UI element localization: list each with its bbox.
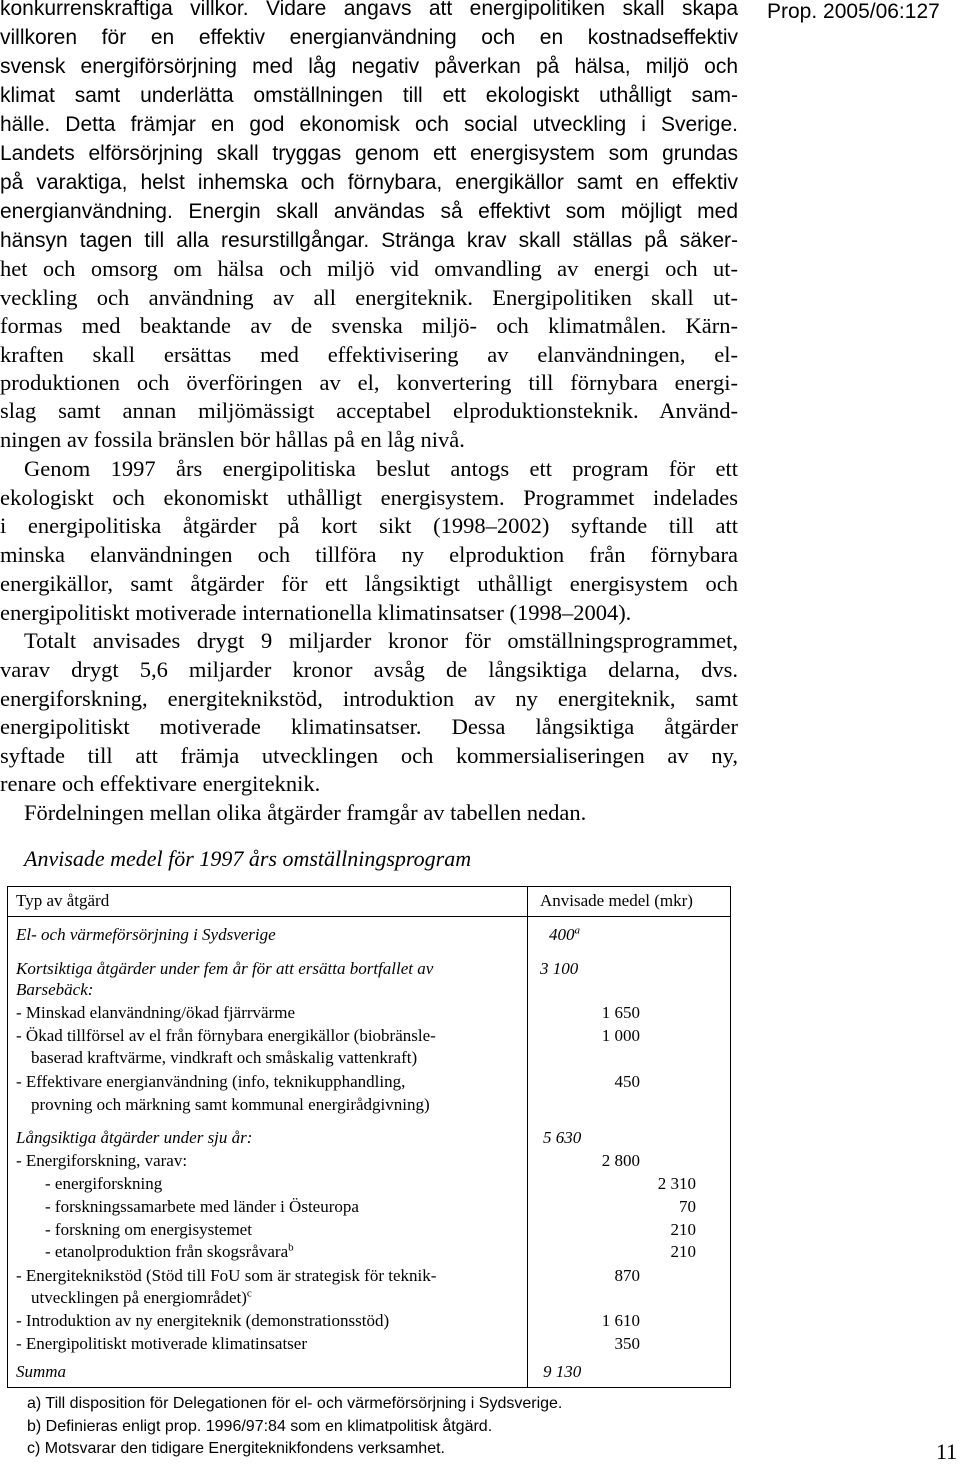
row-label: - Energipolitiskt motiverade klimatinsatser — [16, 1334, 307, 1353]
footnote: b) Definieras enligt prop. 1996/97:84 som en klimatpolitisk åtgärd. — [27, 1418, 493, 1435]
row-label: - etanolproduktion från skogsråvara$^b$ — [45, 1241, 294, 1261]
text-line: ekologiskt och ekonomiskt uthålligt energisystem. Programmet indelades — [0, 485, 738, 510]
header-amount: Anvisade medel (mkr) — [540, 891, 693, 910]
row-value: 1 610 — [601, 1311, 640, 1330]
proposition-number: Prop. 2005/06:127 — [767, 0, 940, 23]
allocation-table — [7, 886, 731, 1388]
row-label: - Effektivare energianvändning (info, teknikupphandling, — [16, 1072, 406, 1091]
row-value: 1 000 — [601, 1026, 640, 1045]
row-value: 870 — [614, 1266, 640, 1285]
row-label: utvecklingen på energiområdet)$^c$ — [31, 1287, 252, 1307]
row-label: - Minskad elanvändning/ökad fjärrvärme — [16, 1003, 295, 1022]
row-value: 1 650 — [601, 1003, 640, 1022]
text-line: svensk energiförsörjning med låg negativ påverkan på hälsa, miljö och — [0, 55, 738, 78]
text-line: konkurrenskraftiga villkor. Vidare angavs att energipolitiken skall skapa — [0, 0, 738, 20]
text-line: energipolitiskt motiverade klimatinsatser. Dessa långsiktiga åtgärder — [0, 714, 738, 739]
table-caption: Anvisade medel för 1997 års omställningsprogram — [24, 846, 472, 871]
row-label: provning och märkning samt kommunal energirådgivning) — [31, 1095, 430, 1114]
text-line: energianvändning. Energin skall användas så effektivt som möjligt med — [0, 200, 738, 223]
sum-value: 9 130 — [543, 1362, 582, 1381]
text-line: på varaktiga, helst inhemska och förnybara, energikällor samt en effektiv — [0, 171, 738, 194]
text-line: klimat samt underlätta omställningen till ett ekologiskt uthålligt sam- — [0, 84, 738, 107]
text-line: hälle. Detta främjar en god ekonomisk och social utveckling i Sverige. — [0, 113, 738, 136]
row-value: 2 310 — [657, 1174, 696, 1193]
row-value: 3 100 — [540, 959, 579, 978]
text-line: ningen av fossila bränslen bör hållas på en låg nivå. — [0, 427, 465, 452]
text-line: slag samt annan miljömässigt acceptabel elproduktionsteknik. Använd- — [0, 398, 738, 423]
header-divider — [8, 916, 730, 917]
row-value: 400$^a$ — [549, 924, 580, 944]
text-line: i energipolitiska åtgärder på kort sikt (1998–2002) syftande till att — [0, 513, 738, 538]
row-label: - Energiteknikstöd (Stöd till FoU som är strategisk för teknik- — [16, 1266, 437, 1285]
row-label: - forskning om energisystemet — [45, 1220, 252, 1239]
footnote: a) Till disposition för Delegationen för el- och värmeförsörjning i Sydsverige. — [27, 1395, 563, 1412]
row-value: 210 — [670, 1220, 696, 1239]
row-label: baserad kraftvärme, vindkraft och småskalig vattenkraft) — [31, 1048, 418, 1067]
row-label: Barsebäck: — [16, 980, 94, 999]
row-label: Kortsiktiga åtgärder under fem år för att ersätta bortfallet av — [16, 959, 434, 978]
column-divider — [527, 887, 528, 1387]
row-label: - Ökad tillförsel av el från förnybara energikällor (biobränsle- — [16, 1026, 436, 1045]
text-line: renare och effektivare energiteknik. — [0, 771, 321, 796]
sum-label: Summa — [16, 1362, 67, 1381]
header-type: Typ av åtgärd — [16, 891, 110, 910]
text-line: minska elanvändningen och tillföra ny elproduktion från förnybara — [0, 542, 738, 567]
row-label: - forskningssamarbete med länder i Östeuropa — [45, 1197, 359, 1216]
row-value: 70 — [679, 1197, 696, 1216]
row-value: 350 — [614, 1334, 640, 1353]
row-label: Långsiktiga åtgärder under sju år: — [16, 1128, 253, 1147]
text-line: villkoren för en effektiv energianvändning och en kostnadseffektiv — [0, 26, 738, 49]
text-line: Genom 1997 års energipolitiska beslut antogs ett program för ett — [24, 456, 738, 481]
text-line: het och omsorg om hälsa och miljö vid omvandling av energi och ut- — [0, 256, 738, 281]
text-line: Landets elförsörjning skall tryggas genom ett energisystem som grundas — [0, 142, 738, 165]
text-line: Totalt anvisades drygt 9 miljarder kronor för omställningsprogrammet, — [24, 628, 738, 653]
row-value: 210 — [670, 1242, 696, 1261]
text-line: produktionen och överföringen av el, konvertering till förnybara energi- — [0, 370, 738, 395]
row-value: 5 630 — [543, 1128, 582, 1147]
row-label: - energiforskning — [45, 1174, 163, 1193]
text-line: kraften skall ersättas med effektivisering av elanvändningen, el- — [0, 342, 738, 367]
text-line: energikällor, samt åtgärder för ett långsiktigt uthålligt energisystem och — [0, 571, 738, 596]
row-value: 450 — [614, 1072, 640, 1091]
row-label: - Introduktion av ny energiteknik (demonstrationsstöd) — [16, 1311, 390, 1330]
text-line: varav drygt 5,6 miljarder kronor avsåg de långsiktiga delarna, dvs. — [0, 657, 738, 682]
footnote: c) Motsvarar den tidigare Energiteknikfondens verksamhet. — [27, 1440, 445, 1457]
text-line: hänsyn tagen till alla resurstillgångar. Stränga krav skall ställas på säker- — [0, 229, 738, 252]
text-line: formas med beaktande av de svenska miljö- och klimatmålen. Kärn- — [0, 313, 738, 338]
text-line: energipolitiskt motiverade internationella klimatinsatser (1998–2004). — [0, 600, 632, 625]
page-number: 11 — [936, 1439, 958, 1464]
row-label: El- och värmeförsörjning i Sydsverige — [16, 925, 276, 944]
text-line: energiforskning, energiteknikstöd, introduktion av ny energiteknik, samt — [0, 686, 738, 711]
text-line: syftade till att främja utvecklingen och kommersialiseringen av ny, — [0, 743, 738, 768]
text-line: veckling och användning av all energiteknik. Energipolitiken skall ut- — [0, 285, 738, 310]
row-value: 2 800 — [601, 1151, 640, 1170]
text-line: Fördelningen mellan olika åtgärder framgår av tabellen nedan. — [24, 800, 587, 825]
row-label: - Energiforskning, varav: — [16, 1151, 188, 1170]
